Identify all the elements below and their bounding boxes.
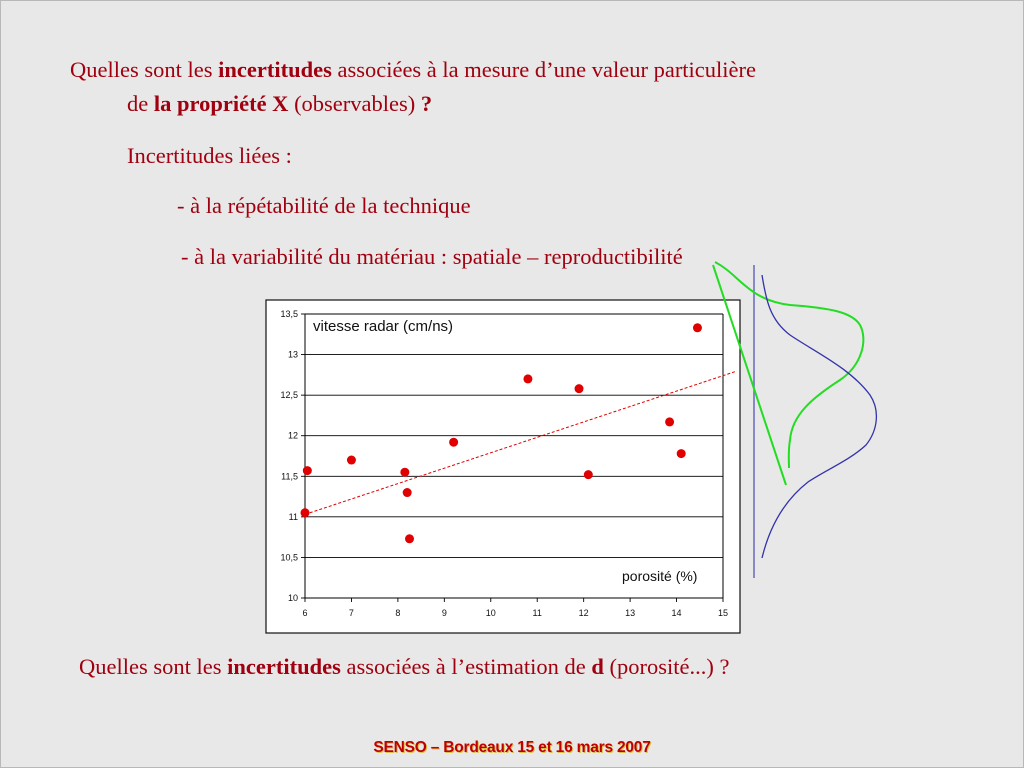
x-tick-label: 14: [671, 608, 682, 618]
linked-heading: Incertitudes liées :: [127, 143, 292, 168]
y-tick-label: 11,5: [281, 471, 298, 482]
data-point: [400, 468, 409, 477]
data-point: [584, 470, 593, 479]
list-item-repeatability: - à la répétabilité de la technique: [177, 193, 471, 218]
y-axis-title: vitesse radar (cm/ns): [313, 318, 454, 335]
data-point: [677, 449, 686, 458]
x-tick-label: 11: [532, 608, 542, 618]
x-tick-label: 15: [717, 608, 729, 618]
x-tick-label: 10: [485, 608, 496, 618]
data-point: [405, 534, 414, 543]
question-1-line-2: de la propriété X (observables) ?: [127, 91, 433, 116]
data-point: [449, 438, 458, 447]
data-point: [693, 323, 702, 332]
data-point: [347, 456, 356, 465]
list-item-variability: - à la variabilité du matériau : spatiale – reproductibilité: [181, 244, 683, 269]
data-point: [665, 417, 674, 426]
y-tick-label: 13,5: [280, 309, 298, 319]
data-point: [301, 508, 310, 517]
x-tick-label: 7: [348, 608, 354, 618]
y-tick-label: 11: [288, 511, 298, 522]
x-tick-label: 12: [578, 608, 589, 618]
blue-distribution-curve: [762, 275, 876, 558]
data-point: [523, 374, 532, 383]
x-tick-label: 8: [395, 608, 401, 618]
x-tick-label: 9: [441, 608, 447, 618]
y-tick-label: 12: [287, 430, 298, 441]
data-point: [403, 488, 412, 497]
y-tick-label: 12,5: [280, 390, 298, 401]
y-tick-label: 10: [287, 593, 298, 603]
y-tick-label: 10,5: [280, 552, 298, 563]
data-point: [575, 384, 584, 393]
x-tick-label: 6: [302, 608, 308, 618]
x-tick-label: 13: [625, 608, 636, 618]
x-axis-title: porosité (%): [622, 568, 698, 584]
question-1-line-1: Quelles sont les incertitudes associées à la mesure d’une valeur particulière: [70, 57, 757, 82]
question-2: Quelles sont les incertitudes associées à l’estimation de d (porosité...) ?: [79, 654, 730, 679]
footer: SENSO – Bordeaux 15 et 16 mars 2007: [373, 739, 651, 756]
data-point: [303, 466, 312, 475]
y-tick-label: 13: [287, 349, 298, 360]
